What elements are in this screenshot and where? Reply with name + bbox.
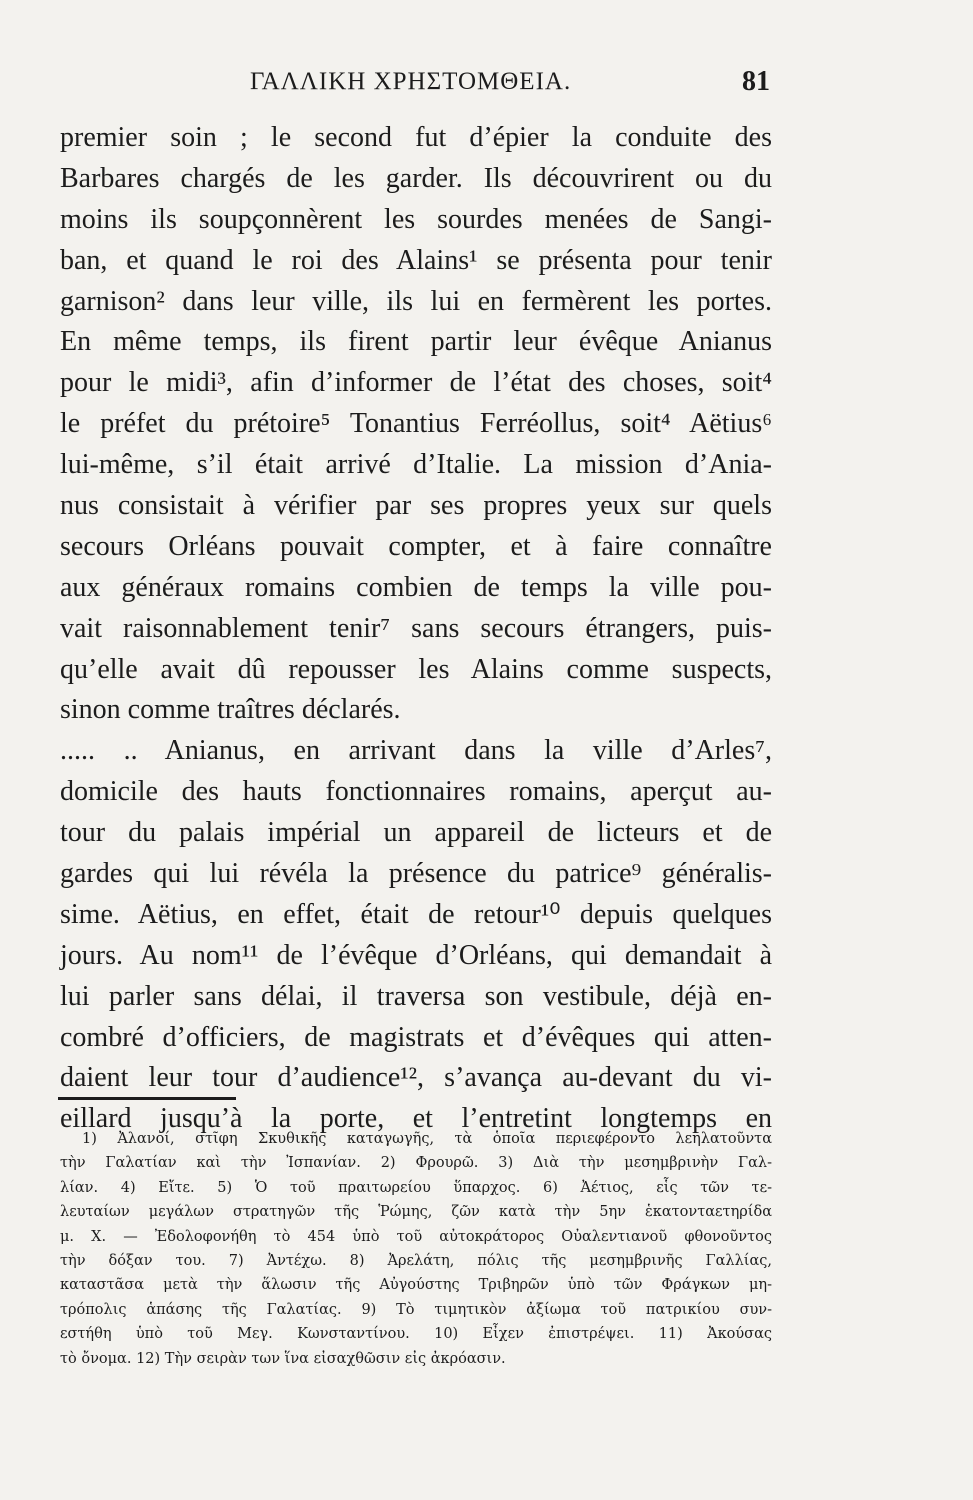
main-text (60, 118, 772, 1140)
text-line: En même temps, ils firent partir leur évêque Anianus (60, 326, 772, 358)
text-line: eillard jusqu’à la porte, et l’entretint longtemps en (60, 1103, 772, 1135)
text-line: tour du palais impérial un appareil de licteurs et de (60, 817, 772, 849)
text-line: premier soin ; le second fut d’épier la conduite des (60, 122, 772, 153)
text-line: secours Orléans pouvait compter, et à faire connaître (60, 530, 772, 562)
footnote-line: μ. Χ. — Ἐδολοφονήθη τὸ 454 ὑπὸ τοῦ αὐτοκράτορος Οὐαλεντιανοῦ φθονοῦντος (60, 1228, 772, 1245)
footnote-line: τὴν δόξαν του. 7) Ἀντέχω. 8) Ἀρελάτη, πόλις τῆς μεσημβρινῆς Γαλλίας, (60, 1252, 772, 1269)
footnote-divider (58, 1097, 236, 1100)
footnote-line: καταστᾶσα μετὰ τὴν ἅλωσιν τῆς Αὐγούστης Τριβηρῶν ὑπὸ τῶν Φράγκων μη- (60, 1277, 772, 1294)
text-line: ..... .. Anianus, en arrivant dans la ville d’Arles⁷, (60, 735, 772, 767)
text-line: nus consistait à vérifier par ses propres yeux sur quels (60, 490, 772, 522)
footnote-line: τὸ ὄνομα. 12) Τὴν σειρὰν των ἵνα εἰσαχθῶσιν εἰς ἀκρόασιν. (60, 1350, 506, 1367)
text-line: le préfet du prétoire⁵ Tonantius Ferréollus, soit⁴ Aëtius⁶ (60, 408, 772, 440)
text-line: moins ils soupçonnèrent les sourdes menées de Sangi- (60, 203, 772, 235)
text-line: sime. Aëtius, en effet, était de retour¹⁰ depuis quelques (60, 898, 772, 930)
text-line: qu’elle avait dû repousser les Alains comme suspects, (60, 653, 772, 685)
footnote-line: τὴν Γαλατίαν καὶ τὴν Ἰσπανίαν. 2) Φρουρῶ. 3) Διὰ τὴν μεσημβρινὴν Γαλ- (60, 1155, 772, 1172)
text-line: pour le midi³, afin d’informer de l’état des choses, soit⁴ (60, 367, 772, 399)
footnote-line: λίαν. 4) Εἴτε. 5) Ὁ τοῦ πραιτωρείου ὕπαρχος. 6) Ἀέτιος, εἷς τῶν τε- (60, 1179, 772, 1196)
text-line: Barbares chargés de les garder. Ils découvrirent ou du (60, 162, 772, 194)
text-line: gardes qui lui révéla la présence du patrice⁹ généralis- (60, 858, 772, 890)
footnote-line: εστήθη ὑπὸ τοῦ Μεγ. Κωνσταντίνου. 10) Εἶχεν ἐπιστρέψει. 11) Ἀκούσας (60, 1326, 772, 1343)
page-number: 81 (742, 66, 770, 97)
text-line: jours. Au nom¹¹ de l’évêque d’Orléans, qui demandait à (60, 939, 772, 971)
text-line: lui parler sans délai, il traversa son vestibule, déjà en- (60, 980, 772, 1012)
footnote-line: λευταίων μεγάλων στρατηγῶν τῆς Ῥώμης, ζῶν κατὰ τὴν 5ην ἑκατονταετηρίδα (60, 1204, 772, 1221)
text-line: lui-même, s’il était arrivé d’Italie. La mission d’Ania- (60, 449, 772, 481)
text-line: aux généraux romains combien de temps la ville pou- (60, 571, 772, 603)
text-line: vait raisonnablement tenir⁷ sans secours étrangers, puis- (60, 612, 772, 644)
text-line: sinon comme traîtres déclarés. (60, 694, 401, 726)
footnote-line: τρόπολις ἁπάσης τῆς Γαλατίας. 9) Τὸ τιμητικὸν ἀξίωμα τοῦ πατρικίου συν- (60, 1301, 772, 1318)
text-line: daient leur tour d’audience¹², s’avança au-devant du vi- (60, 1062, 772, 1094)
footnote-line: 1) Ἀλανοί, στῖφη Σκυθικῆς καταγωγῆς, τὰ ὁποῖα περιεφέροντο λεηλατοῦντα (82, 1131, 772, 1147)
running-title: ΓΑΛΛΙΚΗ ΧΡΗΣΤΟΜΘΕΙΑ. (250, 68, 572, 95)
text-line: garnison² dans leur ville, ils lui en fermèrent les portes. (60, 285, 772, 317)
text-line: domicile des hauts fonctionnaires romains, aperçut au- (60, 776, 772, 808)
footnotes (60, 1127, 772, 1371)
text-line: ban, et quand le roi des Alains¹ se présenta pour tenir (60, 244, 772, 276)
text-line: combré d’officiers, de magistrats et d’évêques qui atten- (60, 1021, 772, 1053)
running-header (60, 66, 770, 102)
